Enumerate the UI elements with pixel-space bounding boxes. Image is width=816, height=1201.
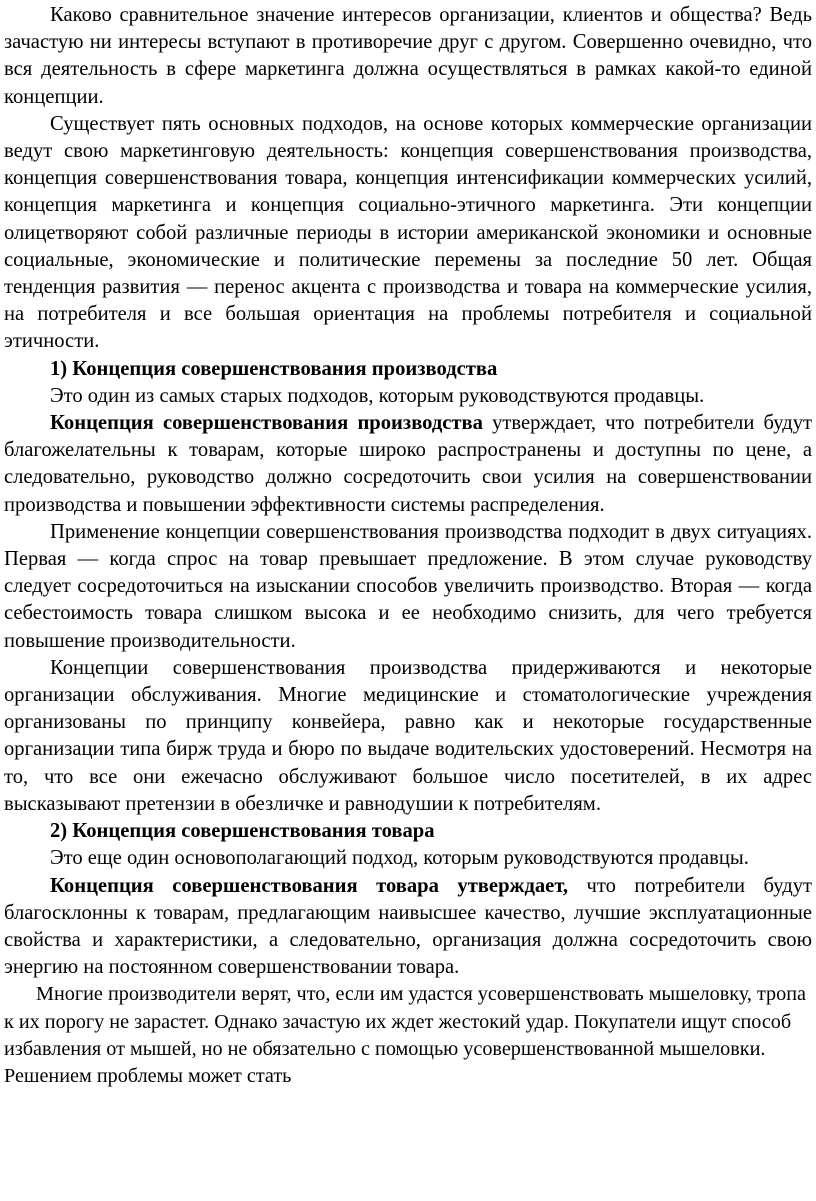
heading-production-concept: 1) Концепция совершенствования производства [50, 357, 498, 380]
paragraph-oldest-approach: Это один из самых старых подходов, которым руководствуются продавцы. [50, 384, 705, 407]
paragraph-production-concept-definition [4, 410, 812, 519]
definition-text: утверждает, что потребители будут благожелательны к товарам, которые широко распространены и доступны по цене, а следовательно, руководство должно сосредоточить свои усилия на совершенствовании производства и повышении эффективности системы распределения. [4, 412, 812, 516]
definition-text: что потребители будут благосклонны к товарам, предлагающим наивысшее качество, лучшие эксплуатационные свойства и характеристики, а следовательно, организация должна сосредоточить свою энергию на постоянном совершенствовании товара. [4, 874, 812, 979]
heading-product-concept: 2) Концепция совершенствования товара [50, 820, 435, 843]
paragraph-product-concept-definition [4, 873, 812, 982]
paragraph-intro: Каково сравнительное значение интересов организации, клиентов и общества? Ведь зачастую ни интересы вступают в противоречие друг с другом. Совершенно очевидно, что вся деятельность в сфере маркетинга должна осуществляться в рамках какой-то единой концепции. [4, 4, 812, 108]
paragraph-another-approach: Это еще один основополагающий подход, которым руководствуются продавцы. [50, 847, 749, 870]
term-product-concept: Концепция совершенствования товара утверждает, [50, 874, 569, 897]
paragraph-service-organizations: Концепции совершенствования производства придерживаются и некоторые организации обслуживания. Многие медицинские и стоматологические учреждения организованы по принципу конвейера, равно как и некоторые государственные организации типа бирж труда и бюро по выдаче водительских удостоверений. Несмотря на то, что все они ежечасно обслуживают большое число посетителей, в их адрес высказывают претензии в обезличке и равнодушии к потребителям. [4, 656, 812, 815]
paragraph-two-situations: Применение концепции совершенствования производства подходит в двух ситуациях. Первая — когда спрос на товар превышает предложение. В этом случае руководству следует сосредоточиться на изыскании способов увеличить производство. Вторая — когда себестоимость товара слишком высока и ее необходимо снизить, для чего требуется повышение производительности. [4, 520, 812, 652]
paragraph-five-approaches: Существует пять основных подходов, на основе которых коммерческие организации ведут свою маркетинговую деятельность: концепция совершенствования производства, концепция совершенствования товара, концепция интенсификации коммерческих усилий, концепция маркетинга и концепция социально-этичного маркетинга. Эти концепции олицетворяют собой различные периоды в истории американской экономики и основные социальные, экономические и политические перемены за последние 50 лет. Общая тенденция развития — перенос акцента с производства и товара на коммерческие усилия, на потребителя и все большая ориентация на проблемы потребителя и социальной этичности. [4, 112, 812, 353]
term-production-concept: Концепция совершенствования производства [50, 412, 483, 435]
paragraph-mousetrap: Многие производители верят, что, если им удастся усовершенствовать мышеловку, тропа к их порогу не зарастет. Однако зачастую их ждет жестокий удар. Покупатели ищут способ избавления от мышей, но не обязательно с помощью усовершенствованной мышеловки. Решением проблемы может стать [4, 983, 807, 1087]
